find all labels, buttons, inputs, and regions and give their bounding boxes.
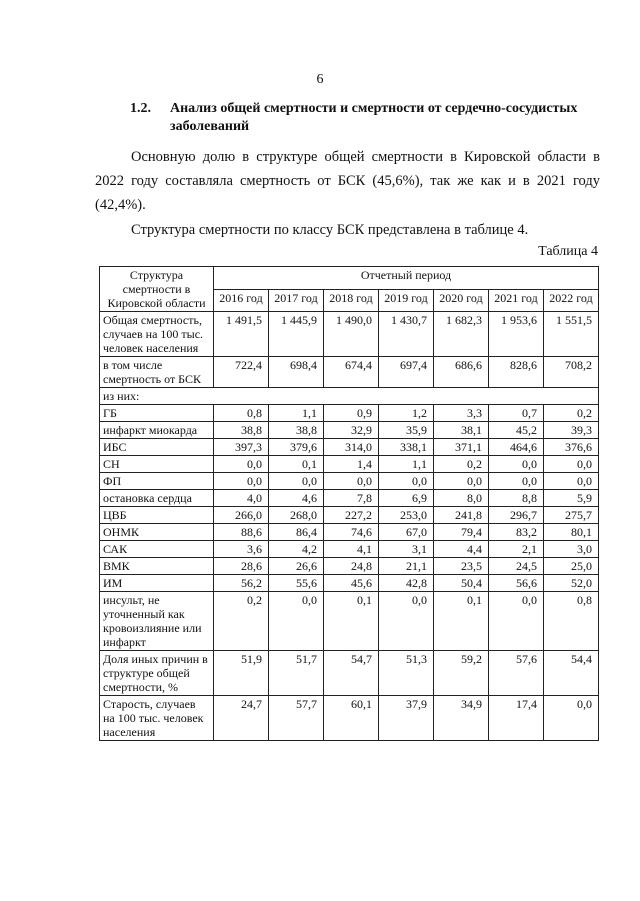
- year-header: 2020 год: [434, 289, 489, 312]
- table-cell: 0,0: [269, 473, 324, 490]
- row-label: инсульт, не уточненный как кровоизлияние или инфаркт: [100, 592, 214, 651]
- table-cell: 1 445,9: [269, 312, 324, 357]
- table-cell: 0,0: [544, 456, 599, 473]
- table-cell: 0,8: [214, 405, 269, 422]
- table-cell: 698,4: [269, 357, 324, 388]
- table-cell: 674,4: [324, 357, 379, 388]
- table-cell: 338,1: [379, 439, 434, 456]
- table-cell: 37,9: [379, 696, 434, 741]
- table-row: [100, 651, 599, 696]
- table-cell: 376,6: [544, 439, 599, 456]
- table-cell: 4,0: [214, 490, 269, 507]
- row-header: Структура смертности в Кировской области: [100, 267, 214, 312]
- table-cell: 0,0: [489, 473, 544, 490]
- table-cell: 39,3: [544, 422, 599, 439]
- table-cell: 828,6: [489, 357, 544, 388]
- mortality-table: [99, 266, 599, 741]
- table-cell: 371,1: [434, 439, 489, 456]
- table-cell: 32,9: [324, 422, 379, 439]
- table-cell: 0,2: [434, 456, 489, 473]
- paragraph-2: Структура смертности по классу БСК представлена в таблице 4.: [131, 222, 529, 238]
- table-cell: 23,5: [434, 558, 489, 575]
- table-cell: 45,6: [324, 575, 379, 592]
- table-cell: 0,0: [489, 592, 544, 651]
- row-label: остановка сердца: [100, 490, 214, 507]
- table-cell: 3,0: [544, 541, 599, 558]
- table-cell: 51,7: [269, 651, 324, 696]
- table-row: [100, 558, 599, 575]
- table-row: [100, 473, 599, 490]
- table-cell: 57,6: [489, 651, 544, 696]
- table-cell: 379,6: [269, 439, 324, 456]
- table-cell: 24,7: [214, 696, 269, 741]
- row-label: ГБ: [100, 405, 214, 422]
- year-header: 2017 год: [269, 289, 324, 312]
- paragraph-1: Основную долю в структуре общей смертности в Кировской области в 2022 году составляла смертность от БСК (45,6%), так же как и в 2021 году (42,4%).: [95, 149, 600, 213]
- table-cell: 1 551,5: [544, 312, 599, 357]
- row-label: Общая смертность, случаев на 100 тыс. человек населения: [100, 312, 214, 357]
- row-label: инфаркт миокарда: [100, 422, 214, 439]
- section-number: 1.2.: [130, 101, 151, 116]
- row-label: ОНМК: [100, 524, 214, 541]
- table-cell: 397,3: [214, 439, 269, 456]
- row-label: из них:: [100, 388, 599, 405]
- table-cell: 464,6: [489, 439, 544, 456]
- table-cell: 54,7: [324, 651, 379, 696]
- table-cell: 0,2: [544, 405, 599, 422]
- table-cell: 26,6: [269, 558, 324, 575]
- table-row: [100, 507, 599, 524]
- table-cell: 686,6: [434, 357, 489, 388]
- table-cell: 38,8: [214, 422, 269, 439]
- table-cell: 79,4: [434, 524, 489, 541]
- table-row: [100, 490, 599, 507]
- table-cell: 0,1: [269, 456, 324, 473]
- table-cell: 51,9: [214, 651, 269, 696]
- table-cell: 0,0: [379, 592, 434, 651]
- table-cell: 697,4: [379, 357, 434, 388]
- table-cell: 42,8: [379, 575, 434, 592]
- table-cell: 24,8: [324, 558, 379, 575]
- table-cell: 275,7: [544, 507, 599, 524]
- table-cell: 60,1: [324, 696, 379, 741]
- table-cell: 0,0: [489, 456, 544, 473]
- table-row: [100, 575, 599, 592]
- table-cell: 51,3: [379, 651, 434, 696]
- table-cell: 7,8: [324, 490, 379, 507]
- row-label: Старость, случаев на 100 тыс. человек населения: [100, 696, 214, 741]
- table-cell: 314,0: [324, 439, 379, 456]
- row-label: в том числе смертность от БСК: [100, 357, 214, 388]
- table-cell: 241,8: [434, 507, 489, 524]
- table-cell: 35,9: [379, 422, 434, 439]
- table-cell: 0,9: [324, 405, 379, 422]
- table-cell: 52,0: [544, 575, 599, 592]
- table-cell: 266,0: [214, 507, 269, 524]
- table-cell: 722,4: [214, 357, 269, 388]
- table-cell: 6,9: [379, 490, 434, 507]
- row-label: ЦВБ: [100, 507, 214, 524]
- period-header: Отчетный период: [214, 267, 599, 290]
- table-row: [100, 541, 599, 558]
- table-cell: 0,0: [214, 456, 269, 473]
- table-cell: 88,6: [214, 524, 269, 541]
- year-header: 2021 год: [489, 289, 544, 312]
- table-cell: 38,8: [269, 422, 324, 439]
- table-cell: 25,0: [544, 558, 599, 575]
- table-cell: 296,7: [489, 507, 544, 524]
- table-cell: 4,4: [434, 541, 489, 558]
- table-cell: 3,6: [214, 541, 269, 558]
- table-cell: 74,6: [324, 524, 379, 541]
- table-cell: 1,1: [269, 405, 324, 422]
- year-header: 2016 год: [214, 289, 269, 312]
- table-cell: 708,2: [544, 357, 599, 388]
- table-cell: 54,4: [544, 651, 599, 696]
- table-cell: 0,7: [489, 405, 544, 422]
- table-row: [100, 357, 599, 388]
- table-cell: 0,1: [324, 592, 379, 651]
- row-label: СН: [100, 456, 214, 473]
- table-row: [100, 439, 599, 456]
- table-cell: 0,0: [544, 696, 599, 741]
- table-cell: 59,2: [434, 651, 489, 696]
- table-cell: 83,2: [489, 524, 544, 541]
- table-cell: 3,1: [379, 541, 434, 558]
- row-label: ИМ: [100, 575, 214, 592]
- table-cell: 4,1: [324, 541, 379, 558]
- table-cell: 86,4: [269, 524, 324, 541]
- year-header: 2022 год: [544, 289, 599, 312]
- table-cell: 34,9: [434, 696, 489, 741]
- table-cell: 57,7: [269, 696, 324, 741]
- section-heading: [130, 100, 600, 136]
- row-label: ИБС: [100, 439, 214, 456]
- table-cell: 0,0: [214, 473, 269, 490]
- table-cell: 0,0: [379, 473, 434, 490]
- table-cell: 2,1: [489, 541, 544, 558]
- table-row: [100, 524, 599, 541]
- row-label: ФП: [100, 473, 214, 490]
- table-cell: 45,2: [489, 422, 544, 439]
- table-cell: 67,0: [379, 524, 434, 541]
- table-cell: 0,2: [214, 592, 269, 651]
- page-number: 6: [316, 72, 324, 87]
- year-header: 2018 год: [324, 289, 379, 312]
- row-label: САК: [100, 541, 214, 558]
- table-cell: 80,1: [544, 524, 599, 541]
- table-cell: 55,6: [269, 575, 324, 592]
- table-row: [100, 456, 599, 473]
- row-label: Доля иных причин в структуре общей смертности, %: [100, 651, 214, 696]
- table-cell: 1 491,5: [214, 312, 269, 357]
- table-cell: 4,6: [269, 490, 324, 507]
- table-cell: 0,8: [544, 592, 599, 651]
- table-cell: 0,0: [544, 473, 599, 490]
- table-cell: 1,4: [324, 456, 379, 473]
- table-row: [100, 388, 599, 405]
- row-label: ВМК: [100, 558, 214, 575]
- table-cell: 17,4: [489, 696, 544, 741]
- table-cell: 268,0: [269, 507, 324, 524]
- table-cell: 1 490,0: [324, 312, 379, 357]
- table-cell: 24,5: [489, 558, 544, 575]
- table-cell: 56,6: [489, 575, 544, 592]
- table-cell: 1 682,3: [434, 312, 489, 357]
- table-cell: 21,1: [379, 558, 434, 575]
- table-row: [100, 312, 599, 357]
- table-cell: 0,0: [269, 592, 324, 651]
- table-cell: 253,0: [379, 507, 434, 524]
- table-row: [100, 422, 599, 439]
- table-caption: Таблица 4: [538, 244, 598, 259]
- table-row: [100, 592, 599, 651]
- table-cell: 56,2: [214, 575, 269, 592]
- table-cell: 0,0: [434, 473, 489, 490]
- table-cell: 1,2: [379, 405, 434, 422]
- table-cell: 3,3: [434, 405, 489, 422]
- table-cell: 8,8: [489, 490, 544, 507]
- table-cell: 4,2: [269, 541, 324, 558]
- table-cell: 1 430,7: [379, 312, 434, 357]
- table-cell: 1,1: [379, 456, 434, 473]
- table-row: [100, 696, 599, 741]
- table-cell: 38,1: [434, 422, 489, 439]
- year-header: 2019 год: [379, 289, 434, 312]
- table-cell: 227,2: [324, 507, 379, 524]
- table-cell: 0,1: [434, 592, 489, 651]
- table-row: [100, 405, 599, 422]
- table-cell: 28,6: [214, 558, 269, 575]
- table-cell: 5,9: [544, 490, 599, 507]
- table-cell: 8,0: [434, 490, 489, 507]
- section-title: Анализ общей смертности и смертности от сердечно-сосудистых заболеваний: [170, 101, 578, 134]
- table-cell: 0,0: [324, 473, 379, 490]
- table-cell: 50,4: [434, 575, 489, 592]
- table-cell: 1 953,6: [489, 312, 544, 357]
